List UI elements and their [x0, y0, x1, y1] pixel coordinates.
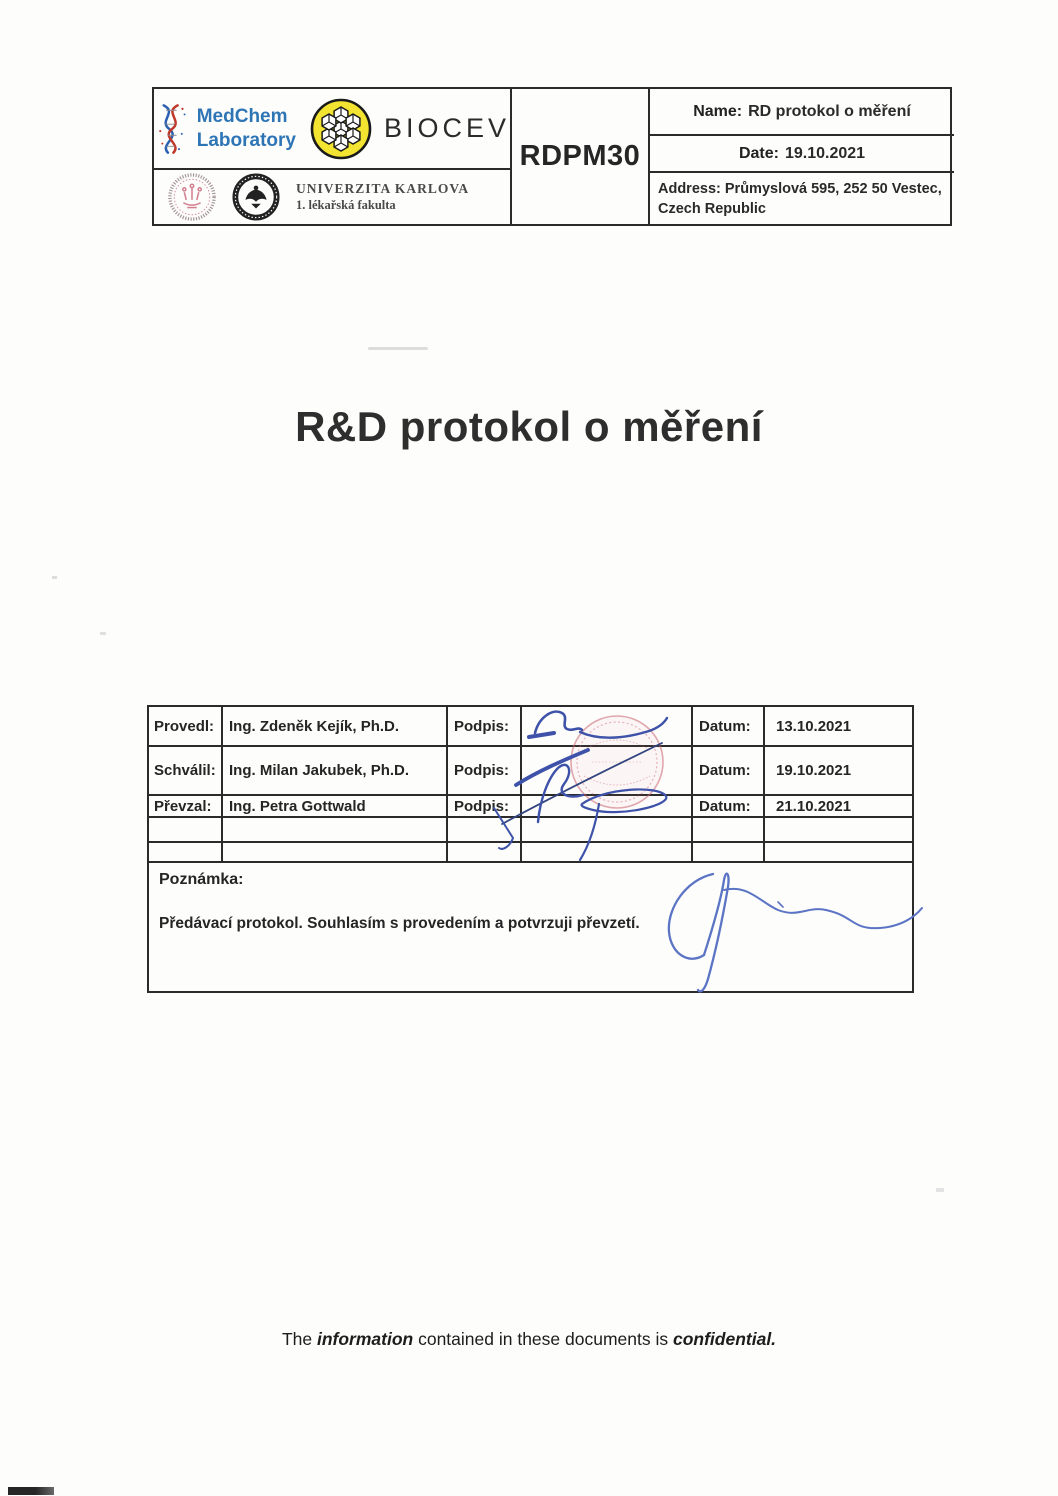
role-label: Provedl: [149, 707, 223, 747]
header-logos-cell [154, 89, 512, 170]
confidentiality-notice [0, 1329, 1058, 1350]
university-seal-black-icon [232, 173, 280, 221]
date-label: Date: [738, 144, 779, 162]
university-seal-red-icon [168, 173, 216, 221]
empty-cell [448, 818, 522, 843]
podpis-label: Podpis: [448, 747, 522, 796]
dna-helix-icon [154, 92, 189, 166]
empty-cell [522, 818, 693, 843]
scan-speck [100, 632, 106, 635]
header-table [152, 87, 952, 226]
name-label: Name: [693, 102, 743, 120]
signature-cell [522, 796, 693, 818]
medchem-line1: MedChem [196, 105, 288, 127]
datum-label: Datum: [693, 707, 765, 747]
datum-value: 13.10.2021 [765, 707, 912, 747]
scan-corner-mark [8, 1487, 54, 1495]
empty-cell [149, 818, 223, 843]
empty-cell [223, 818, 448, 843]
role-label: Schválil: [149, 747, 223, 796]
empty-cell [765, 818, 912, 843]
biocev-hexagon-icon [310, 98, 372, 160]
person-name: Ing. Zdeněk Kejík, Ph.D. [223, 707, 448, 747]
header-name-row [650, 89, 954, 136]
signature-cell [522, 747, 693, 796]
empty-cell [448, 843, 522, 863]
signature-cell [522, 707, 693, 747]
role-label: Převzal: [149, 796, 223, 818]
university-line1: UNIVERZITA KARLOVA [296, 180, 470, 196]
name-value: RD protokol o měření [748, 102, 911, 120]
scan-speck [936, 1188, 944, 1192]
biocev-logo [310, 98, 510, 160]
header-seals-cell [154, 170, 512, 224]
scan-speck [368, 347, 428, 350]
university-name-text [296, 181, 469, 214]
header-address-row [650, 173, 954, 224]
empty-cell [522, 843, 693, 863]
address-line2: Czech Republic [658, 201, 766, 218]
datum-value: 19.10.2021 [765, 747, 912, 796]
datum-value: 21.10.2021 [765, 796, 912, 818]
note-label: Poznámka: [159, 871, 244, 888]
podpis-label: Podpis: [448, 707, 522, 747]
biocev-logo-label: BIOCEV [383, 113, 510, 143]
date-value: 19.10.2021 [784, 144, 866, 162]
signature-table [147, 705, 914, 993]
empty-cell [223, 843, 448, 863]
empty-cell [149, 843, 223, 863]
datum-label: Datum: [693, 796, 765, 818]
medchem-logo-text [197, 105, 296, 153]
page-title: R&D protokol o měření [295, 403, 763, 450]
datum-label: Datum: [693, 747, 765, 796]
document-code: RDPM30 [512, 89, 650, 224]
empty-cell [693, 818, 765, 843]
footer-emphasis1: information [316, 1329, 414, 1349]
note-cell [149, 863, 912, 991]
scan-speck [52, 576, 57, 579]
person-name: Ing. Milan Jakubek, Ph.D. [223, 747, 448, 796]
podpis-label: Podpis: [448, 796, 522, 818]
person-name: Ing. Petra Gottwald [223, 796, 448, 818]
note-text: Předávací protokol. Souhlasím s provedením a potvrzuji převzetí. [159, 915, 640, 932]
header-date-row [650, 136, 954, 173]
empty-cell [765, 843, 912, 863]
footer-part2: contained in these documents is [413, 1329, 673, 1349]
medchem-line2: Laboratory [196, 129, 296, 151]
empty-cell [693, 843, 765, 863]
footer-emphasis2: confidential. [672, 1329, 777, 1349]
address-line1: Address: Průmyslová 595, 252 50 Vestec, [658, 181, 942, 197]
university-line2: 1. lékařská fakulta [296, 197, 396, 212]
footer-part1: The [281, 1329, 317, 1349]
